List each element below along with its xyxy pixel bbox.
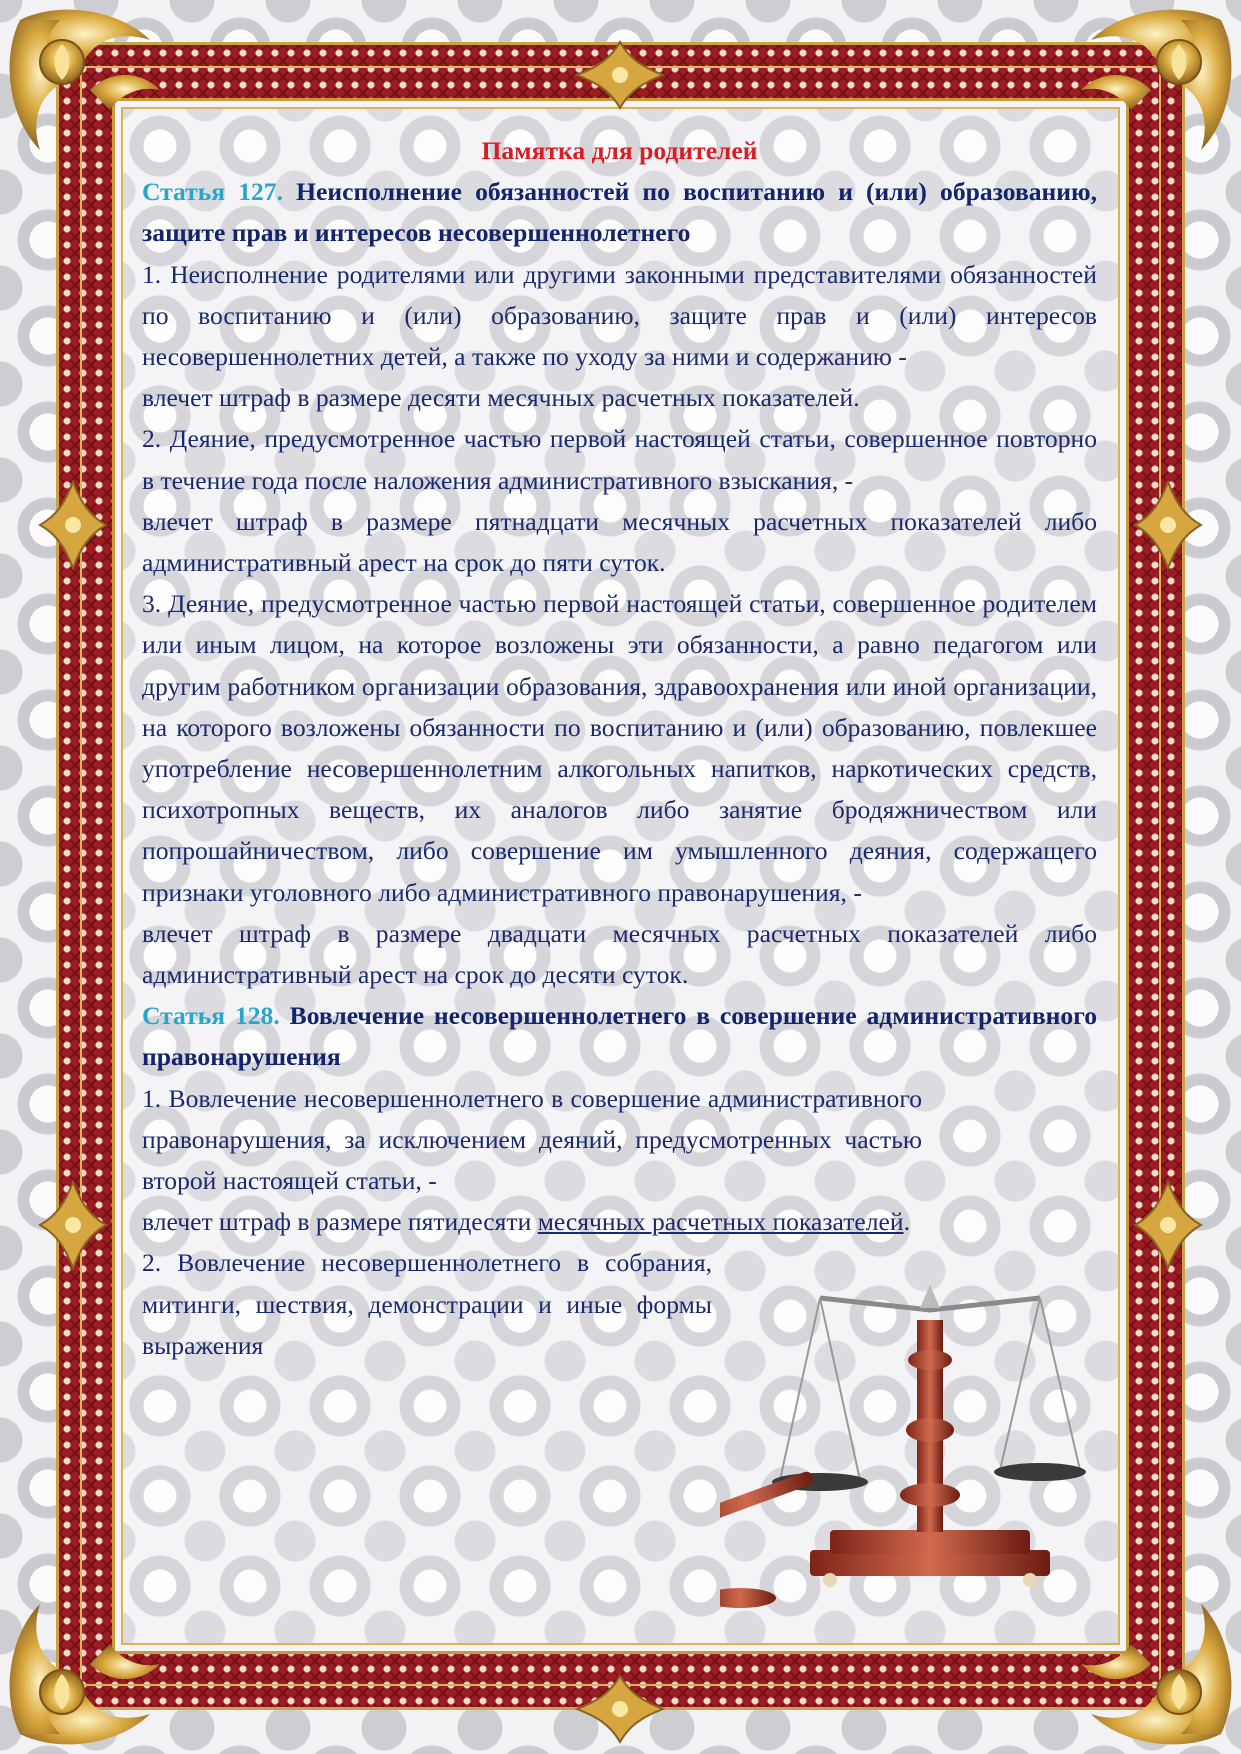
article-number: Статья 128. xyxy=(142,1001,280,1031)
fleur-ornament-icon xyxy=(1133,1180,1203,1270)
article-127-part-2-penalty: влечет штраф в размере пятнадцати месячных расчетных показателей либо административный арест на срок до пяти суток. xyxy=(142,506,1097,578)
article-title: Неисполнение обязанностей по воспитанию и (или) образованию, защите прав и интересов несовершеннолетнего xyxy=(142,177,1098,248)
mrp-link[interactable]: месячных расчетных показателей xyxy=(537,1207,904,1237)
article-127-part-1: 1. Неисполнение родителями или другими законными представителями обязанностей по воспитанию и (или) образованию, защите прав и (или) интересов несовершеннолетних детей, а также по уходу за ними и содержанию - xyxy=(142,259,1097,372)
article-number: Статья 127. xyxy=(142,177,284,207)
article-128-part-1: 1. Вовлечение несовершеннолетнего в совершение административного правонарушения, за исключением деяний, предусмотренных частью второй настоящей статьи, - xyxy=(142,1083,922,1196)
fleur-ornament-icon xyxy=(1133,480,1203,570)
article-127-part-2: 2. Деяние, предусмотренное частью первой настоящей статьи, совершенное повторно в течение года после наложения административного взыскания, - xyxy=(142,424,1097,495)
article-127-part-3-penalty: влечет штраф в размере двадцати месячных расчетных показателей либо административный арест на срок до десяти суток. xyxy=(142,918,1097,990)
fleur-ornament-icon xyxy=(575,1674,665,1744)
article-127-heading xyxy=(142,171,1097,253)
article-128-part-2: 2. Вовлечение несовершеннолетнего в собрания, митинги, шествия, демонстрации и иные формы выражения xyxy=(142,1248,712,1360)
penalty-period: . xyxy=(903,1207,910,1237)
article-127-part-3: 3. Деяние, предусмотренное частью первой настоящей статьи, совершенное родителем или иным лицом, на которое возложены эти обязанности, а равно педагогом или другим работником организации образования, здравоохранения или иной организации, на которого возложены обязанности по воспитанию и (или) образованию, повлекшее употребление несовершеннолетним алкогольных напитков, наркотических средств, психотропных веществ, их аналогов либо занятие бродяжничеством или попрошайничеством, либо совершение им умышленного деяния, содержащего признаки уголовного либо административного правонарушения, - xyxy=(142,589,1097,907)
memo-content xyxy=(142,130,1097,1366)
article-127-part-1-penalty: влечет штраф в размере десяти месячных расчетных показателей. xyxy=(142,383,860,413)
article-title: Вовлечение несовершеннолетнего в совершение административного правонарушения xyxy=(142,1001,1097,1072)
fleur-ornament-icon xyxy=(575,40,665,110)
fleur-ornament-icon xyxy=(38,480,108,570)
fleur-ornament-icon xyxy=(38,1180,108,1270)
page-title: Памятка для родителей xyxy=(481,136,758,165)
article-128-part-1-penalty xyxy=(142,1201,922,1242)
penalty-text: влечет штраф в размере пятидесяти xyxy=(142,1207,538,1237)
corner-ornament-icon xyxy=(0,1554,200,1754)
article-128-heading xyxy=(142,995,1097,1077)
